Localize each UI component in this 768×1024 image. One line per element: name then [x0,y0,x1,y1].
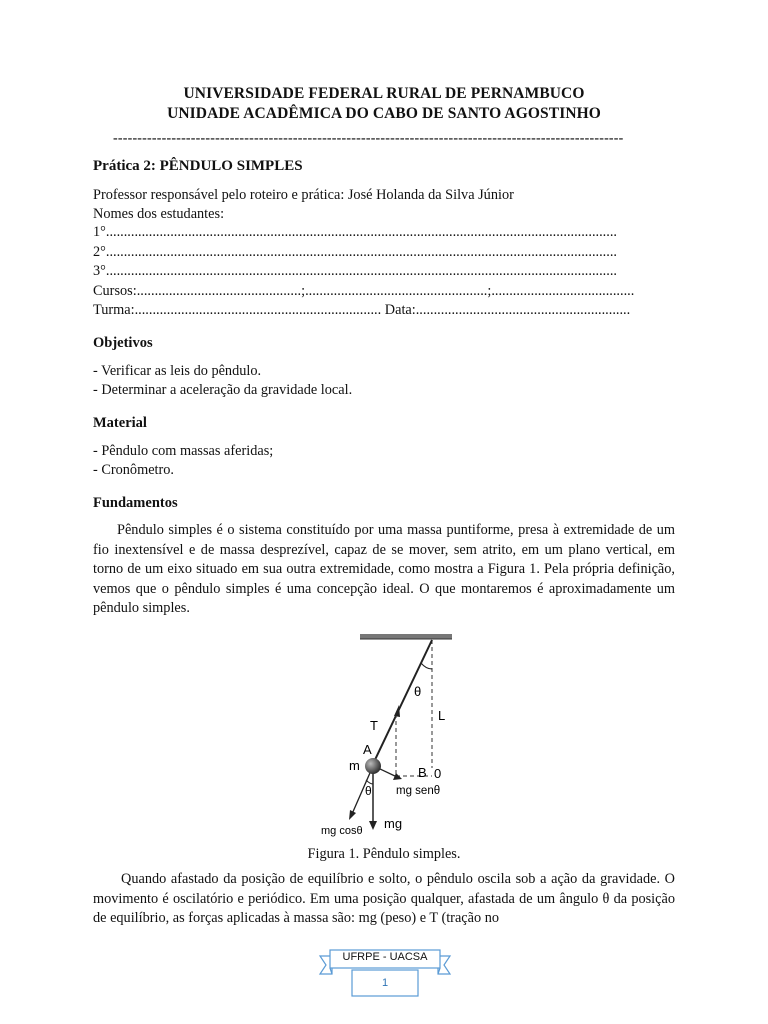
label-T: T [370,718,378,733]
practice-title: Prática 2: PÊNDULO SIMPLES [93,158,303,174]
students-label: Nomes dos estudantes: [93,206,225,222]
fundamentos-paragraph-2: Quando afastado da posição de equilíbrio e solto, o pêndulo oscila sob a ação da gravidade. O movimento é oscilatório e periódico. Em uma posição qualquer, afastada de um ângulo θ da posição de equilíbrio, as forças aplicadas à massa são: mg (peso) e T (tração no [93,871,675,927]
pendulum-figure [300,628,470,840]
mg-sen-line [378,768,397,777]
professor-line: Professor responsável pelo roteiro e prática: José Holanda da Silva Júnior [93,187,514,203]
objetivo-item-2: - Determinar a aceleração da gravidade local. [93,382,353,398]
label-mg-cos: mg cosθ [321,825,363,837]
material-item-2: - Cronômetro. [93,462,174,478]
label-A: A [363,742,372,757]
objetivo-item-1: - Verificar as leis do pêndulo. [93,363,262,379]
student-line-3: 3°............................................................................................................................................... [93,263,617,279]
label-theta-low: θ [365,784,372,798]
label-m: m [349,758,360,773]
mg-sen-arrowhead [393,773,402,780]
material-heading: Material [93,415,147,431]
material-item-1: - Pêndulo com massas aferidas; [93,443,274,459]
label-theta-top: θ [414,684,422,699]
page-number: 1 [381,977,389,989]
turma-data-line: Turma:..................................................................... Data:............................................................ [93,302,631,318]
mg-arrowhead [369,821,377,830]
label-mg-sen: mg senθ [396,785,441,797]
theta-arc [421,663,432,669]
fundamentos-heading: Fundamentos [93,495,178,511]
label-B: B [418,765,427,780]
unit-title: UNIDADE ACADÊMICA DO CABO DE SANTO AGOSTINHO [167,105,601,122]
label-zero: 0 [434,766,442,781]
student-line-2: 2°............................................................................................................................................... [93,244,617,260]
mg-cos-arrowhead [349,810,356,820]
pendulum-mass [365,758,381,774]
cursos-line: Cursos:..............................................;...................................................;........................................ [93,283,635,299]
tension-arrowhead [394,705,400,717]
objetivos-heading: Objetivos [93,335,153,351]
ceiling-bar [360,634,452,639]
university-title: UNIVERSIDADE FEDERAL RURAL DE PERNAMBUCO [183,85,585,102]
label-L: L [438,708,446,723]
student-line-1: 1°............................................................................................................................................... [93,224,617,240]
fundamentos-paragraph-1: Pêndulo simples é o sistema constituído por uma massa puntiforme, presa à extremidade de um fio inextensível e de massa desprezível, capaz de se mover, sem atrito, em um plano vertical, em torno de um eixo situado em sua outra extremidade, como mostra a Figura 1. Pela própria definição, vemos que o pêndulo simples é uma concepção ideal. O que montaremos é aproximadamente um pêndulo simples. [93,522,675,617]
label-mg: mg [384,816,403,831]
footer-label: UFRPE - UACSA [342,951,428,963]
dashed-rule: --------------------------------------------------------------------------------------------------------- [113,131,624,146]
pendulum-string [373,640,432,764]
figure-caption: Figura 1. Pêndulo simples. [307,846,461,862]
